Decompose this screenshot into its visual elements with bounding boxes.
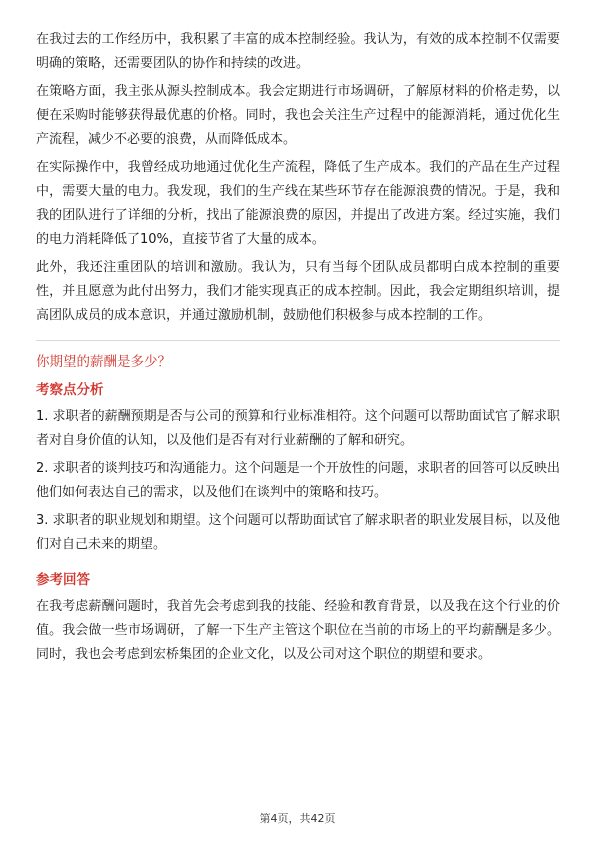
analysis-heading: 考察点分析: [36, 382, 104, 398]
section-divider: [36, 340, 560, 341]
question-title: 你期望的薪酬是多少？: [36, 354, 171, 370]
page-content: [36, 28, 560, 671]
intro-paragraph-2: 在策略方面，我主张从源头控制成本。我会定期进行市场调研，了解原材料的价格走势，以便在采购时能够获得最优惠的价格。同时，我也会关注生产过程中的能源消耗，通过优化生产流程，减少不必要的浪费，从而降低成本。: [36, 84, 560, 147]
analysis-item-3: 3. 求职者的职业规划和期望。这个问题可以帮助面试官了解求职者的职业发展目标，以及他们对自己未来的期望。: [36, 513, 560, 552]
intro-paragraph-3: 在实际操作中，我曾经成功地通过优化生产流程，降低了生产成本。我们的产品在生产过程中，需要大量的电力。我发现，我们的生产线在某些环节存在能源浪费的情况。于是，我和我的团队进行了详细的分析，找出了能源浪费的原因，并提出了改进方案。经过实施，我们的电力消耗降低了10%，直接节省了大量的成本。: [36, 160, 560, 247]
analysis-item-2: 2. 求职者的谈判技巧和沟通能力。这个问题是一个开放性的问题，求职者的回答可以反映出他们如何表达自己的需求，以及他们在谈判中的策略和技巧。: [36, 461, 560, 500]
page-footer: 第4页，共42页: [259, 812, 336, 825]
intro-paragraph-1: 在我过去的工作经历中，我积累了丰富的成本控制经验。我认为，有效的成本控制不仅需要明确的策略，还需要团队的协作和持续的改进。: [36, 32, 560, 71]
section-gap: [36, 561, 560, 569]
analysis-item-1: 1. 求职者的薪酬预期是否与公司的预算和行业标准相符。这个问题可以帮助面试官了解求职者对自身价值的认知，以及他们是否有对行业薪酬的了解和研究。: [36, 409, 560, 448]
answer-heading: 参考回答: [36, 572, 90, 588]
answer-paragraph: 在我考虑薪酬问题时，我首先会考虑到我的技能、经验和教育背景，以及我在这个行业的价值。我会做一些市场调研，了解一下生产主管这个职位在当前的市场上的平均薪酬是多少。同时，我也会考虑到宏桥集团的企业文化，以及公司对这个职位的期望和要求。: [36, 599, 560, 662]
intro-paragraph-4: 此外，我还注重团队的培训和激励。我认为，只有当每个团队成员都明白成本控制的重要性，并且愿意为此付出努力，我们才能实现真正的成本控制。因此，我会定期组织培训，提高团队成员的成本意识，并通过激励机制，鼓励他们积极参与成本控制的工作。: [36, 260, 560, 323]
